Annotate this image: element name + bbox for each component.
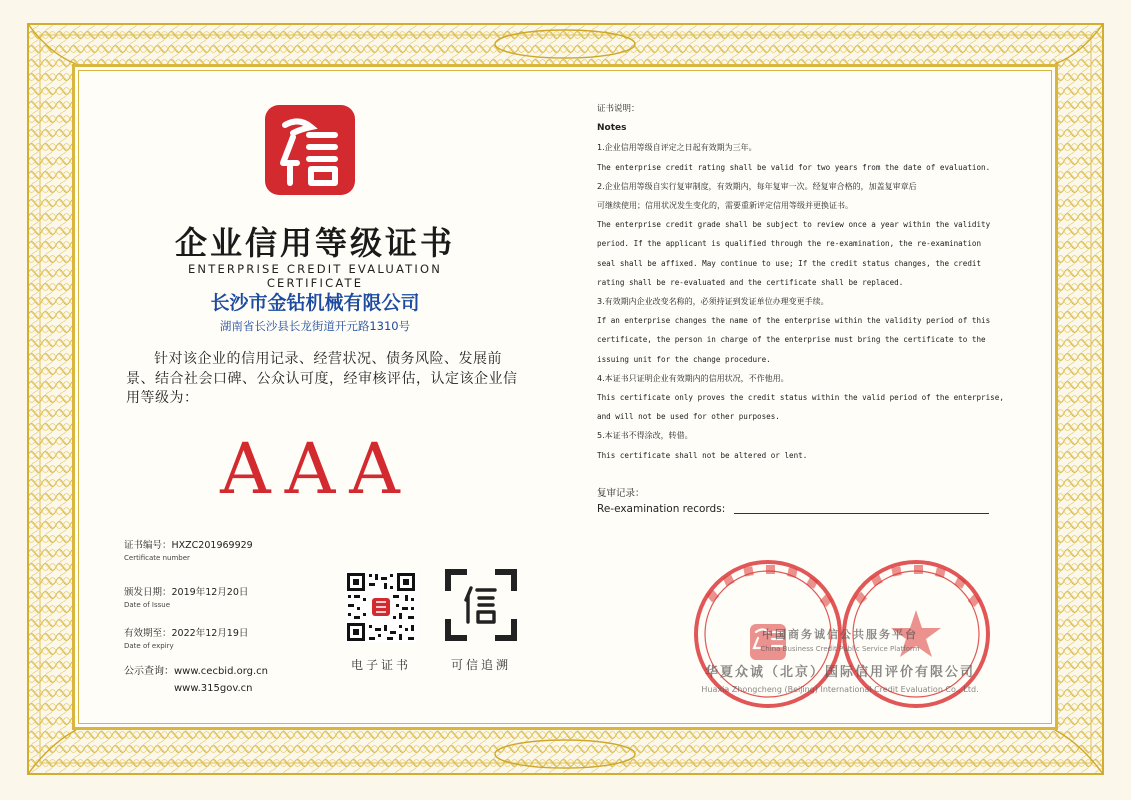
review-record: [597, 485, 1007, 515]
e-cert-label: 电子证书: [350, 658, 411, 672]
note-3-en-a: If an enterprise changes the name of the enterprise within the validity period of this: [597, 316, 991, 326]
credit-seal-logo-icon: [263, 103, 357, 197]
note-2-cn-a: 2.企业信用等级自实行复审制度，有效期内，每年复审一次。经复审合格的，加盖复审章后: [597, 181, 917, 191]
cert-no-english: Certificate number: [124, 554, 190, 562]
query-label: 公示查询：: [124, 666, 174, 677]
issuer-block: [675, 626, 1005, 694]
review-label-en: Re-examination records:: [597, 503, 726, 515]
issue-english: Date of Issue: [124, 601, 171, 609]
note-5-en: This certificate shall not be altered or lent.: [597, 450, 808, 460]
query-site-2[interactable]: www.315gov.cn: [174, 683, 253, 694]
note-2-en-a: The enterprise credit grade shall be subject to review once a year within the validity: [597, 220, 991, 230]
qr-code-icon[interactable]: [345, 571, 417, 643]
issue-date-block: [124, 584, 248, 609]
credit-rating: AAA: [220, 428, 414, 510]
note-2-en-b: period. If the applicant is qualified through the re-examination, the re-examination: [597, 239, 982, 249]
note-1-en: The enterprise credit rating shall be valid for two years from the date of evaluation.: [597, 162, 991, 172]
cert-no-label: 证书编号：: [124, 540, 172, 551]
query-sites-block: [124, 662, 268, 694]
expiry-date-block: [124, 625, 248, 650]
note-5-cn: 5.本证书不得涂改，转借。: [597, 431, 693, 441]
review-label-cn: 复审记录：: [597, 488, 645, 499]
company-name: 长沙市金钻机械有限公司: [210, 292, 420, 314]
note-2-cn-b: 可继续使用；信用状况发生变化的，需要重新评定信用等级并更换证书。: [597, 201, 853, 211]
certificate-title: 企业信用等级证书: [174, 224, 455, 262]
expiry-label: 有效期至：: [124, 628, 172, 639]
notes-section: [597, 100, 1007, 465]
note-4-en-a: This certificate only proves the credit status within the valid period of the enterprise,: [597, 393, 1004, 403]
note-4-cn: 4.本证书只证明企业有效期内的信用状况，不作他用。: [597, 373, 789, 383]
expiry-date: 2022年12月19日: [171, 628, 249, 639]
company-address: 湖南省长沙县长龙街道开元路1310号: [219, 319, 411, 333]
note-1-cn: 1.企业信用等级自评定之日起有效期为三年。: [597, 143, 757, 153]
review-record-line: [734, 513, 989, 514]
certificate-number-block: [124, 537, 253, 562]
note-4-en-b: and will not be used for other purposes.: [597, 412, 780, 422]
issuer-company-en: Huaxia Zhongcheng (Beijing) International Credit Evaluation Co., Ltd.: [701, 685, 979, 694]
note-3-cn: 3.有效期内企业改变名称的，必须持证到发证单位办理变更手续。: [597, 297, 829, 307]
platform-name-cn: 中国商务诚信公共服务平台: [762, 628, 918, 641]
note-2-en-d: rating shall be re-evaluated and the certificate shall be replaced.: [597, 277, 904, 287]
expiry-english: Date of expiry: [124, 642, 174, 650]
notes-heading-cn: 证书说明：: [597, 104, 640, 114]
issue-label: 颁发日期：: [124, 587, 172, 598]
note-3-en-b: certificate, the person in charge of the enterprise must bring the certificate to the: [597, 335, 986, 345]
query-site-1[interactable]: www.cecbid.org.cn: [174, 666, 269, 677]
trace-label: 可信追溯: [450, 658, 511, 672]
note-2-en-c: seal shall be affixed. May continue to use; If the credit status changes, the credit: [597, 258, 982, 268]
certificate-title-english: ENTERPRISE CREDIT EVALUATION CERTIFICATE: [187, 262, 443, 290]
notes-heading-en: Notes: [597, 123, 627, 134]
note-3-en-c: issuing unit for the change procedure.: [597, 354, 771, 364]
issuer-company-cn: 华夏众诚（北京）国际信用评价有限公司: [704, 665, 975, 680]
cert-no-value: HXZC201969929: [171, 540, 253, 551]
issue-date: 2019年12月20日: [171, 587, 249, 598]
platform-name-en: China Business Credit Public Service Platform: [760, 645, 920, 653]
trace-icon[interactable]: [444, 568, 518, 642]
evaluation-statement: 针对该企业的信用记录、经营状况、债务风险、发展前景、结合社会口碑、公众认可度，经审核评估，认定该企业信用等级为：: [126, 351, 518, 406]
